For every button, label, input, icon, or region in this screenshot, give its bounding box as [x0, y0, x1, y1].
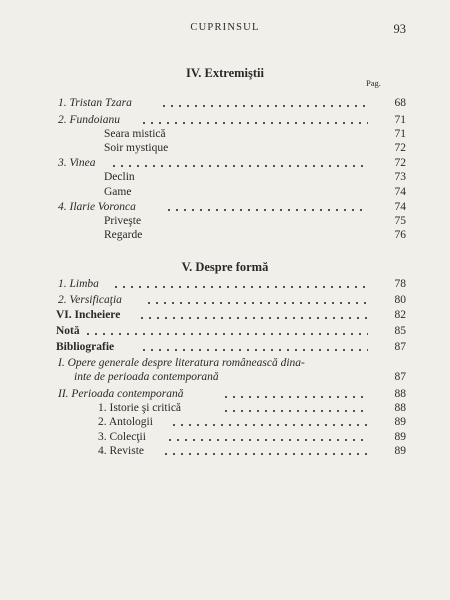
toc-entry-label: 3. Vinea [58, 156, 98, 170]
toc-entry-ilarie-voronca [0, 200, 450, 214]
toc-entry-label: 3. Colecţii [98, 430, 149, 444]
toc-entry-page: 87 [372, 370, 406, 384]
toc-entry-nota [0, 324, 450, 338]
toc-entry-page: 76 [372, 228, 406, 242]
toc-entry-label: 2. Antologii [98, 415, 156, 429]
toc-entry-versificatia [0, 293, 450, 307]
toc-entry-page: 88 [372, 387, 406, 401]
toc-entry-page: 71 [372, 113, 406, 127]
toc-entry-page: 78 [372, 277, 406, 291]
toc-entry-page: 85 [372, 324, 406, 338]
toc-entry-page: 73 [372, 170, 406, 184]
toc-entry-label: inte de perioada contemporană [74, 370, 222, 384]
toc-entry-label: 1. Tristan Tzara [58, 96, 135, 110]
section-heading-v: V. Despre formă [181, 260, 269, 274]
toc-entry-label: Bibliografie [56, 340, 117, 354]
toc-entry-label: 1. Limba [58, 277, 102, 291]
running-head-page-number: 93 [393, 22, 406, 36]
dot-leader [222, 396, 368, 398]
toc-entry-label: 4. Ilarie Voronca [58, 200, 139, 214]
toc-entry-label: Regarde [104, 228, 145, 242]
toc-entry-page: 68 [372, 96, 406, 110]
toc-entry-opere-generale-line1 [0, 356, 450, 370]
dot-leader [160, 105, 368, 107]
toc-entry-regarde [0, 228, 450, 242]
toc-entry-label: Seara mistică [104, 127, 169, 141]
toc-entry-page: 72 [372, 156, 406, 170]
dot-leader [84, 333, 368, 335]
toc-entry-istorie-si-critica [0, 401, 450, 415]
toc-entry-page: 89 [372, 415, 406, 429]
toc-entry-limba [0, 277, 450, 291]
toc-entry-page: 75 [372, 214, 406, 228]
toc-entry-page: 72 [372, 141, 406, 155]
dot-leader [138, 317, 368, 319]
dot-leader [165, 209, 368, 211]
toc-entry-antologii [0, 415, 450, 429]
toc-entry-vinea [0, 156, 450, 170]
toc-entry-opere-generale-line2 [0, 370, 450, 384]
toc-entry-page: 80 [372, 293, 406, 307]
toc-entry-label: 4. Reviste [98, 444, 147, 458]
toc-entry-fundoianu [0, 113, 450, 127]
dot-leader [140, 349, 368, 351]
toc-entry-page: 87 [372, 340, 406, 354]
toc-entry-page: 74 [372, 185, 406, 199]
running-head-title: CUPRINSUL [190, 22, 260, 33]
toc-entry-reviste [0, 444, 450, 458]
toc-entry-page: 89 [372, 444, 406, 458]
toc-entry-label: Priveşte [104, 214, 144, 228]
toc-entry-label: 2. Fundoianu [58, 113, 123, 127]
toc-entry-tristan-tzara [0, 96, 450, 110]
toc-entry-page: 89 [372, 430, 406, 444]
dot-leader [145, 302, 368, 304]
dot-leader [162, 453, 368, 455]
dot-leader [222, 410, 368, 412]
dot-leader [170, 424, 368, 426]
toc-entry-page: 74 [372, 200, 406, 214]
dot-leader [140, 122, 368, 124]
toc-entry-incheiere [0, 308, 450, 322]
section-heading-iv: IV. Extremiştii [185, 66, 264, 80]
toc-entry-label: VI. Incheiere [56, 308, 123, 322]
toc-entry-label: Game [104, 185, 134, 199]
toc-entry-label: Notă [56, 324, 83, 338]
dot-leader [166, 439, 368, 441]
toc-entry-seara-mistica [0, 127, 450, 141]
toc-entry-page: 71 [372, 127, 406, 141]
toc-entry-game [0, 185, 450, 199]
toc-entry-page: 88 [372, 401, 406, 415]
toc-entry-label: Declin [104, 170, 138, 184]
toc-entry-label: 1. Istorie şi critică [98, 401, 184, 415]
toc-entry-label: I. Opere generale despre literatura românească dina- [58, 356, 308, 370]
toc-entry-label: 2. Versificaţia [58, 293, 125, 307]
toc-entry-label: Soir mystique [104, 141, 171, 155]
toc-entry-soir-mystique [0, 141, 450, 155]
page-column-label: Pag. [366, 78, 381, 88]
toc-entry-bibliografie [0, 340, 450, 354]
toc-entry-priveste [0, 214, 450, 228]
toc-entry-perioada-contemporana [0, 387, 450, 401]
toc-entry-colectii [0, 430, 450, 444]
dot-leader [112, 286, 368, 288]
toc-entry-declin [0, 170, 450, 184]
toc-entry-page: 82 [372, 308, 406, 322]
dot-leader [110, 165, 368, 167]
toc-entry-label: II. Perioada contemporană [58, 387, 187, 401]
